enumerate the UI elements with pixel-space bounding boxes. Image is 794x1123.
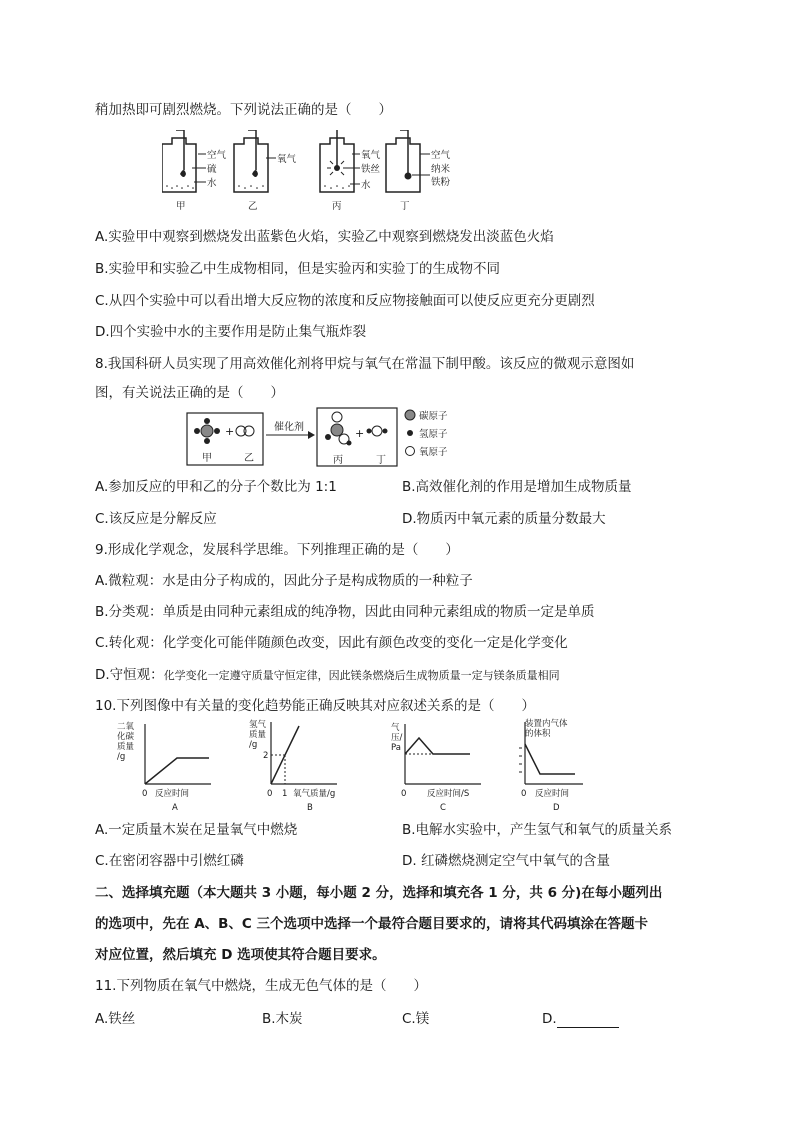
ding-name: 丁 <box>400 201 410 212</box>
q8-option-a: A.参加反应的甲和乙的分子个数比为 1:1 <box>95 479 337 495</box>
svg-text:A: A <box>172 803 178 813</box>
svg-text:2: 2 <box>263 751 269 761</box>
q11-option-d-label: D. <box>542 1011 557 1027</box>
q10-stem: 10.下列图像中有关量的变化趋势能正确反映其对应叙述关系的是（ ） <box>95 698 535 714</box>
jia-label-1: 空气 <box>207 150 227 161</box>
ding-label-1: 空气 <box>431 150 451 161</box>
q8-bing: 丙 <box>333 455 343 466</box>
svg-text:0: 0 <box>267 789 273 799</box>
svg-text:气: 气 <box>391 723 400 733</box>
jar-yi <box>234 130 268 192</box>
svg-text:反应时间/S: 反应时间/S <box>427 789 470 799</box>
svg-text:的体积: 的体积 <box>525 729 551 739</box>
svg-text:D: D <box>553 803 560 813</box>
svg-text:氢气: 氢气 <box>249 720 267 730</box>
svg-text:反应时间: 反应时间 <box>535 789 570 799</box>
graph-a <box>117 721 211 813</box>
legend-oxygen: 氧原子 <box>419 447 448 458</box>
q9-option-d-prefix: D.守恒观： <box>95 667 164 683</box>
q9-option-b: B.分类观：单质是由同种元素组成的纯净物，因此由同种元素组成的物质一定是单质 <box>95 604 595 620</box>
graph-c <box>391 722 481 813</box>
yi-name: 乙 <box>248 201 258 212</box>
svg-text:1: 1 <box>282 789 288 799</box>
jar-ding <box>386 130 420 192</box>
q11-option-a: A.铁丝 <box>95 1011 136 1027</box>
jar-bing <box>320 130 354 192</box>
legend-carbon: 碳原子 <box>419 411 448 422</box>
svg-text:反应时间: 反应时间 <box>155 789 190 799</box>
q11-answer-blank <box>557 1013 619 1028</box>
bing-name: 丙 <box>332 201 342 212</box>
jia-name: 甲 <box>176 201 186 212</box>
q7-option-a: A.实验甲中观察到燃烧发出蓝紫色火焰，实验乙中观察到燃烧发出淡蓝色火焰 <box>95 229 554 245</box>
q7-figure <box>162 130 472 212</box>
q11-option-b: B.木炭 <box>262 1011 303 1027</box>
legend-hydrogen: 氢原子 <box>419 429 448 440</box>
section2-line1: 二、选择填充题（本大题共 3 小题，每小题 2 分，选择和填充各 1 分，共 6 分)在每小题列出 <box>95 885 663 901</box>
bing-label-3: 水 <box>361 180 371 191</box>
q7-option-c: C.从四个实验中可以看出增大反应物的浓度和反应物接触面可以使反应更充分更剧烈 <box>95 293 595 309</box>
q8-ding: 丁 <box>376 455 386 466</box>
svg-text:0: 0 <box>521 789 527 799</box>
q9-option-d <box>95 666 560 685</box>
graph-b <box>249 719 337 813</box>
svg-text:+: + <box>225 425 235 438</box>
svg-text:0: 0 <box>142 789 148 799</box>
svg-text:化碳: 化碳 <box>117 732 135 742</box>
q11-stem: 11.下列物质在氧气中燃烧，生成无色气体的是（ ） <box>95 978 427 994</box>
jia-label-2: 硫 <box>207 164 217 175</box>
q9-stem: 9.形成化学观念，发展科学思维。下列推理正确的是（ ） <box>95 542 459 558</box>
ding-label-2: 纳米 <box>431 164 451 175</box>
svg-text:氧气质量/g: 氧气质量/g <box>293 789 336 799</box>
svg-text:/g: /g <box>117 752 126 762</box>
q9-option-d-rest: 化学变化一定遵守质量守恒定律，因此镁条燃烧后生成物质量一定与镁条质量相同 <box>163 669 560 682</box>
sulfur-flame-icon <box>180 170 186 177</box>
svg-text:质量: 质量 <box>249 730 267 740</box>
q10-graphs <box>115 718 585 814</box>
section2-line3: 对应位置，然后填充 D 选项使其符合题目要求。 <box>95 947 386 963</box>
svg-text:/g: /g <box>249 740 258 750</box>
q9-option-c: C.转化观：化学变化可能伴随颜色改变，因此有颜色改变的变化一定是化学变化 <box>95 635 568 651</box>
q7-option-b: B.实验甲和实验乙中生成物相同，但是实验丙和实验丁的生成物不同 <box>95 261 501 277</box>
svg-text:质量: 质量 <box>117 742 135 752</box>
jia-label-3: 水 <box>207 178 217 189</box>
q8-stem-line2: 图，有关说法正确的是（ ） <box>95 385 284 401</box>
svg-text:+: + <box>355 427 365 440</box>
svg-text:B: B <box>307 803 313 813</box>
bing-label-1: 氧气 <box>361 150 381 161</box>
q8-yi: 乙 <box>244 453 254 464</box>
svg-text:二氧: 二氧 <box>117 722 135 732</box>
svg-text:Pa: Pa <box>391 743 401 753</box>
q8-catalyst: 催化剂 <box>274 422 304 433</box>
svg-text:装置内气体: 装置内气体 <box>525 719 568 729</box>
svg-text:C: C <box>440 803 446 813</box>
graph-d <box>519 718 583 813</box>
q10-option-c: C.在密闭容器中引燃红磷 <box>95 853 244 869</box>
q8-jia: 甲 <box>202 453 212 464</box>
yi-label-1: 氧气 <box>277 154 297 165</box>
svg-text:0: 0 <box>401 789 407 799</box>
q10-option-d: D. 红磷燃烧测定空气中氧气的含量 <box>402 853 610 869</box>
jar-jia <box>162 130 196 192</box>
q9-option-a: A.微粒观：水是由分子构成的，因此分子是构成物质的一种粒子 <box>95 573 473 589</box>
ding-label-3: 铁粉 <box>431 177 451 188</box>
q11-option-d <box>542 1010 619 1028</box>
bing-label-2: 铁丝 <box>361 164 381 175</box>
q7-stem-tail: 稍加热即可剧烈燃烧。下列说法正确的是（ ） <box>95 102 392 118</box>
svg-text:压/: 压/ <box>391 733 403 743</box>
q8-figure <box>186 407 496 469</box>
q10-option-b: B.电解水实验中，产生氢气和氧气的质量关系 <box>402 822 673 838</box>
q7-option-d: D.四个实验中水的主要作用是防止集气瓶炸裂 <box>95 324 367 340</box>
q8-option-b: B.高效催化剂的作用是增加生成物质量 <box>402 479 632 495</box>
q8-option-c: C.该反应是分解反应 <box>95 511 217 527</box>
q8-stem-line1: 8.我国科研人员实现了用高效催化剂将甲烷与氧气在常温下制甲酸。该反应的微观示意图如 <box>95 356 635 372</box>
q8-option-d: D.物质丙中氧元素的质量分数最大 <box>402 511 606 527</box>
section2-line2: 的选项中，先在 A、B、C 三个选项中选择一个最符合题目要求的，请将其代码填涂在答题卡 <box>95 916 649 932</box>
q10-option-a: A.一定质量木炭在足量氧气中燃烧 <box>95 822 298 838</box>
q11-option-c: C.镁 <box>402 1011 430 1027</box>
